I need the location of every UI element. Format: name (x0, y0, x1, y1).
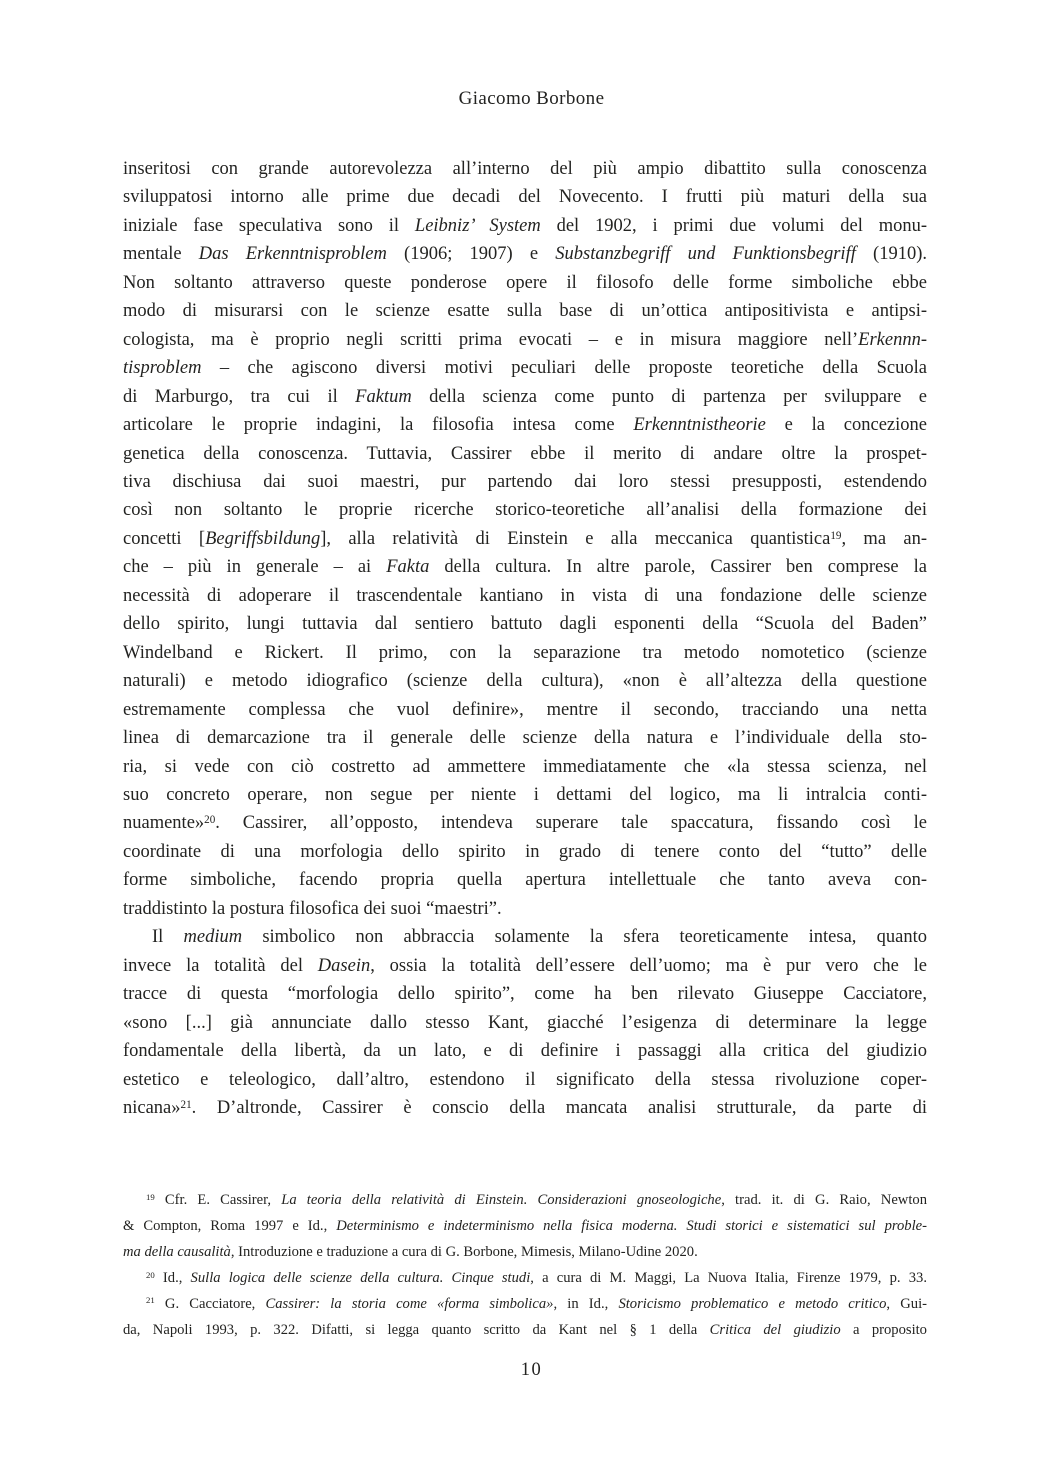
italic-term: Faktum (355, 386, 412, 407)
text-line: mentale Das Erkenntnisproblem (1906; 1907) e Substanzbegriff und Funktionsbegriff (1910). (123, 244, 927, 265)
text-line: fondamentale della libertà, da un lato, e di definire i passaggi alla critica del giudizio (123, 1041, 927, 1062)
text-line: traddistinto la postura filosofica dei suoi “maestri”. (123, 898, 502, 919)
italic-term: Sulla logica delle scienze della cultura. Cinque studi (190, 1269, 531, 1286)
italic-term: Storicismo problematico e metodo critico (618, 1295, 887, 1312)
text-line: estetico e teleologico, dall’altro, estendono il significato della stessa rivoluzione coper- (123, 1069, 927, 1090)
italic-term: Critica del giudizio (709, 1321, 841, 1338)
italic-term: Leibniz’ System (414, 215, 541, 236)
footnote-marker: 20 (204, 814, 216, 827)
footnote-marker: 20 (146, 1269, 155, 1280)
footnote-marker: 19 (830, 529, 842, 542)
footnote-marker: 21 (180, 1098, 192, 1111)
text-line: concetti [Begriffsbildung], alla relatività di Einstein e alla meccanica quantistica$^{19}$, ma an- (123, 528, 927, 549)
text-line: forme simboliche, facendo propria quella apertura intellettuale che tanto aveva con- (123, 870, 927, 891)
text-line: & Compton, Roma 1997 e Id., Determinismo e indeterminismo nella fisica moderna. Studi storici e sistematici sul proble- (123, 1217, 927, 1234)
running-header: Giacomo Borbone (458, 88, 605, 109)
italic-term: La teoria della relatività di Einstein. Considerazioni gnoseologiche (281, 1192, 722, 1208)
italic-term: Cassirer: la storia come «forma simbolica» (265, 1295, 554, 1312)
italic-term: ma della causalità (123, 1243, 231, 1260)
italic-term: Substanzbegriff und Funktionsbegriff (555, 244, 856, 265)
text-line: Windelband e Rickert. Il primo, con la separazione tra metodo nomotetico (scienze (123, 642, 927, 663)
text-line: tisproblem – che agiscono diversi motivi peculiari delle proposte teoretiche della Scuola (123, 358, 927, 379)
text-line: cologista, ma è proprio negli scritti prima evocati – e in misura maggiore nell’Erkennn- (123, 329, 927, 350)
text-line: Il medium simbolico non abbraccia solamente la sfera teoreticamente intesa, quanto (152, 927, 927, 948)
text-line: naturali) e metodo idiografico (scienze della cultura), «non è all’altezza della questione (123, 671, 927, 692)
italic-term: tisproblem (123, 358, 202, 379)
italic-term: Determinismo e indeterminismo nella fisica moderna. Studi storici e sistematici sul proble- (336, 1217, 927, 1234)
text-line: così non soltanto le proprie ricerche storico-teoretiche all’analisi della formazione dei (123, 500, 927, 521)
page-number: 10 (520, 1360, 543, 1380)
text-line: tracce di questa “morfologia dello spirito”, come ha ben rilevato Giuseppe Cacciatore, (123, 984, 927, 1005)
italic-term: Begriffsbildung (205, 528, 321, 549)
text-line: da, Napoli 1993, p. 322. Difatti, si legga quanto scritto da Kant nel § 1 della Critica del giudizio a proposito (123, 1321, 927, 1338)
text-line: dello spirito, lungi tuttavia dal sentiero battuto dagli esponenti della “Scuola del Baden” (123, 614, 927, 635)
footnotes (123, 1188, 927, 1343)
text-line: sviluppatosi intorno alle prime due decadi del Novecento. I frutti più maturi della sua (123, 187, 927, 208)
italic-term: Dasein (317, 955, 371, 976)
italic-term: Erkennn- (858, 329, 927, 350)
italic-term: Erkenntnistheorie (633, 415, 766, 436)
text-line: genetica della conoscenza. Tuttavia, Cassirer ebbe il merito di andare oltre la prospet- (123, 443, 927, 464)
text-line: linea di demarcazione tra il generale delle scienze della natura e l’individuale della sto- (123, 728, 927, 749)
text-line: coordinate di una morfologia dello spirito in grado di tenere conto del “tutto” delle (123, 841, 927, 862)
footnote-marker: 21 (146, 1295, 155, 1306)
italic-term: Das Erkenntnisproblem (198, 244, 387, 265)
text-line: modo di misurarsi con le scienze esatte sulla base di un’ottica antipositivista e antipsi- (123, 301, 927, 322)
italic-term: medium (183, 927, 243, 948)
text-line: Non soltanto attraverso queste ponderose opere il filosofo delle forme simboliche ebbe (123, 272, 927, 293)
footnote-marker: 19 (146, 1191, 155, 1202)
text-line: «sono [...] già annunciate dallo stesso Kant, giacché l’esigenza di determinare la legge (123, 1012, 927, 1033)
text-line: necessità di adoperare il trascendentale kantiano in vista di una fondazione delle scienze (123, 585, 927, 606)
text-line: tiva dischiusa dai suoi maestri, pur partendo dai loro stessi presupposti, estendendo (123, 471, 927, 492)
text-line: inseritosi con grande autorevolezza all’interno del più ampio dibattito sulla conoscenza (123, 159, 927, 179)
text-line: estremamente complessa che vuol definire», mentre il secondo, tracciando una netta (123, 699, 927, 720)
italic-term: Fakta (386, 557, 430, 578)
text-line: nuamente»$^{20}$. Cassirer, all’opposto, intendeva superare tale spaccatura, fissando così le (123, 813, 927, 834)
text-line: $^{19}$ Cfr. E. Cassirer, La teoria della relatività di Einstein. Considerazioni gnoseologiche, trad. it. di G. Raio, Newton (146, 1191, 927, 1208)
text-line: che – più in generale – ai Fakta della cultura. In altre parole, Cassirer ben comprese la (123, 557, 927, 578)
text-line: nicana»$^{21}$. D’altronde, Cassirer è conscio della mancata analisi strutturale, da parte di (123, 1097, 927, 1118)
text-line: suo concreto operare, non segue per niente i dettami del logico, ma li intralcia conti- (123, 784, 927, 805)
text-line: $^{20}$ Id., Sulla logica delle scienze della cultura. Cinque studi, a cura di M. Maggi, La Nuova Italia, Firenze 1979, p. 33. (146, 1269, 927, 1286)
text-line: $^{21}$ G. Cacciatore, Cassirer: la storia come «forma simbolica», in Id., Storicismo problematico e metodo critico, Gui- (146, 1295, 927, 1312)
text-line: di Marburgo, tra cui il Faktum della scienza come punto di partenza per sviluppare e (123, 386, 927, 407)
text-line: invece la totalità del Dasein, ossia la totalità dell’essere dell’uomo; ma è pur vero che le (123, 955, 927, 976)
body-text (123, 155, 927, 1122)
text-line: ria, si vede con ciò costretto ad ammettere immediatamente che «la stessa scienza, nel (123, 756, 927, 777)
text-line: ma della causalità, Introduzione e traduzione a cura di G. Borbone, Mimesis, Milano-Udine 2020. (123, 1243, 698, 1260)
text-line: iniziale fase speculativa sono il Leibniz’ System del 1902, i primi due volumi del monu- (123, 215, 927, 236)
text-line: articolare le proprie indagini, la filosofia intesa come Erkenntnistheorie e la concezione (123, 415, 927, 436)
